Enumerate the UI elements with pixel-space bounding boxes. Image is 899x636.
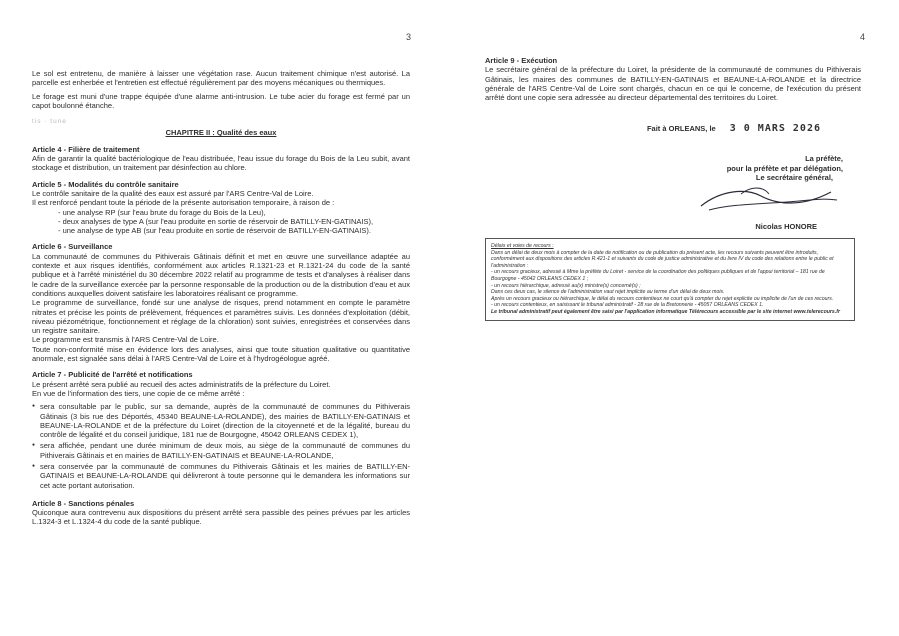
article-7-list	[32, 402, 410, 490]
article-5-title: Article 5 - Modalités du contrôle sanitaire	[32, 179, 179, 189]
date-stamp: 3 0 MARS 2026	[729, 123, 821, 135]
list-item: ● sera consultable par le public, sur sa demande, auprès de la communauté de communes du Pithiverais Gâtinais (3 bis rue des Déportés, 45340 BEAUNE-LA-ROLANDE), des mairies de BATILLY-EN-GATINAIS et BEAUNE-LA-ROLANDE et de la préfecture du Loiret (direction de la citoyenneté et de la légalité, bureau du contrôle de légalité et du conseil juridique, 181 rue de Bourgogne, 45042 ORLEANS CEDEX 1),	[32, 402, 410, 439]
recours-heading: Délais et voies de recours :	[491, 243, 554, 249]
page-right	[450, 0, 899, 636]
list-item: ● sera affichée, pendant une durée minimum de deux mois, au siège de la communauté de communes du Pithiverais Gâtinais et en mairies de BATILLY-EN-GATINAIS et BEAUNE-LA-ROLANDE,	[32, 441, 410, 460]
recours-text: Dans ces deux cas, le silence de l'administration vaut rejet implicite au terme d'un délai de deux mois.	[491, 289, 725, 296]
place-date-label: Fait à ORLEANS, le	[646, 124, 716, 134]
recours-text: - un recours hiérarchique, adressé au(x) ministre(s) concerné(s) ;	[491, 282, 641, 289]
recours-text: - un recours contentieux, en saisissant le tribunal administratif - 28 rue de la Bretonnerie - 45057 ORLEANS CEDEX 1.	[491, 302, 764, 309]
recours-box	[485, 238, 855, 321]
left-column	[32, 69, 410, 527]
article-7-text: En vue de l'information des tiers, une copie de ce même arrêté :	[32, 388, 245, 398]
list-item: - deux analyses de type A (sur l'eau produite en sortie de réservoir de BATILLY-EN-GATINAIS),	[58, 216, 374, 226]
page-number: 4	[860, 32, 866, 42]
article-5-text: Il est renforcé pendant toute la période de la présente autorisation temporaire, à raison de :	[32, 198, 335, 208]
intro-paragraph: Le sol est entretenu, de manière à laisser une végétation rase. Aucun traitement chimique n'est autorisé. La parcelle est enherbée et l'entretien est effectué régulièrement par des moyens mécaniques ou thermiques.	[32, 69, 410, 88]
list-item: - une analyse RP (sur l'eau brute du forage du Bois de la Leu),	[58, 207, 266, 217]
signature-line: pour la préfète et par délégation,	[726, 163, 843, 173]
faint-mark: tis · tune	[32, 118, 67, 126]
article-4-text: Afin de garantir la qualité bactériologique de l'eau distribuée, l'eau issue du forage du Bois de la Leu subit, avant stockage et distribution, un traitement par désinfection au chlore.	[32, 154, 410, 173]
article-6-text: Le programme est transmis à l'ARS Centre-Val de Loire.	[32, 335, 219, 345]
recours-text: - un recours gracieux, adressé à Mme la préfète du Loiret - service de la coordination des politiques publiques et de l'appui territorial – 181 rue de Bourgogne - 45042 ORLEANS CEDEX 1 ;	[491, 269, 825, 282]
right-column	[485, 56, 861, 232]
chapter-title: CHAPITRE II : Qualité des eaux	[165, 128, 277, 138]
list-item: ● sera conservée par la communauté de communes du Pithiverais Gâtinais et les mairies de BATILLY-EN-GATINAIS et BEAUNE-LA-ROLANDE qui délivreront à toute personne qui le demandera les informations sur cet acte portant autorisation.	[32, 462, 410, 490]
recours-text: Le tribunal administratif peut également être saisi par l'application informatique Télérecours accessible par le site internet www.telerecours.fr	[491, 308, 840, 315]
signature-area	[485, 102, 861, 232]
recours-text: Dans un délai de deux mois à compter de la date de notification ou de publication du présent acte, les recours suivants peuvent être introduits, conformément aux dispositions des articles R.421-1 et suivants du code de justice administrative et du livre IV du code des relations entre le public et l'administration :	[491, 249, 834, 269]
article-6-text: La communauté de communes du Pithiverais Gâtinais définit et met en œuvre une surveillance adaptée au contexte et aux risques identifiés, conformément aux articles R.1321-23 et R.1321-24 du code de la santé publique et à l'arrêté ministériel du 30 décembre 2022 relatif au programme de tests et d'analyses à réaliser dans le cadre de la surveillance exercée par la personne responsable de la production ou de la distribution d'eau et aux conditions auxquelles doivent satisfaire les laboratoires réalisant ce programme.	[32, 251, 410, 298]
article-8-title: Article 8 - Sanctions pénales	[32, 498, 135, 508]
article-9-title: Article 9 - Exécution	[485, 56, 558, 65]
article-5-text: Le contrôle sanitaire de la qualité des eaux est assuré par l'ARS Centre-Val de Loire.	[32, 188, 314, 198]
article-7-text: Le présent arrêté sera publié au recueil des actes administratifs de la préfecture du Loiret.	[32, 379, 331, 389]
signatory-name: Nicolas HONORE	[755, 222, 817, 232]
article-7-title: Article 7 - Publicité de l'arrêté et notifications	[32, 370, 193, 380]
handwritten-signature	[691, 182, 841, 216]
signature-line: La préfète,	[805, 154, 843, 164]
signature-line: Le secrétaire général,	[755, 173, 833, 183]
article-8-text: Quiconque aura contrevenu aux dispositions du présent arrêté sera passible des peines prévues par les articles L.1324-3 et L.1324-4 du code de la santé publique.	[32, 508, 410, 527]
list-item: - une analyse de type AB (sur l'eau produite en sortie de réservoir de BATILLY-EN-GATINAIS).	[58, 226, 371, 236]
signature-block	[727, 154, 843, 182]
article-6-text: Le programme de surveillance, fondé sur une analyse de risques, prend notamment en compte le paramètre nitrates et précise les points de prélèvement, fréquences et paramètres suivis. Les données d'exploitation (débit, niveau piézométrique, fonctionnement et réglage de la chloration) sont suivies, enregistrées et conservées dans un registre sanitaire.	[32, 298, 410, 336]
article-9-text: Le secrétaire général de la préfecture du Loiret, la présidente de la communauté de communes du Pithiverais Gâtinais, les maires des communes de BATILLY-EN-GATINAIS et BEAUNE-LA-ROLANDE et la directrice générale de l'ARS Centre-Val de Loire sont chargés, chacun en ce qui le concerne, de l'exécution du présent arrêté dont une copie sera adressée au directeur départemental des territoires du Loiret.	[485, 65, 861, 103]
article-4-title: Article 4 - Filière de traitement	[32, 144, 140, 154]
recours-text: Après un recours gracieux ou hiérarchique, le délai du recours contentieux ne court qu'à compter du rejet explicite ou implicite de l'un de ces recours.	[491, 295, 834, 302]
page-number: 3	[406, 32, 412, 42]
article-6-text: Toute non-conformité mise en évidence lors des analyses, ainsi que toute situation qualitative ou quantitative anormale, est signalée sans délai à l'ARS Centre-Val de Loire et à l'hydrogéologue agréé.	[32, 344, 410, 364]
intro-paragraph: Le forage est muni d'une trappe équipée d'une alarme anti-intrusion. Le tube acier du forage est fermé par un capot boulonné étanche.	[32, 91, 410, 110]
article-6-title: Article 6 - Surveillance	[32, 242, 113, 252]
